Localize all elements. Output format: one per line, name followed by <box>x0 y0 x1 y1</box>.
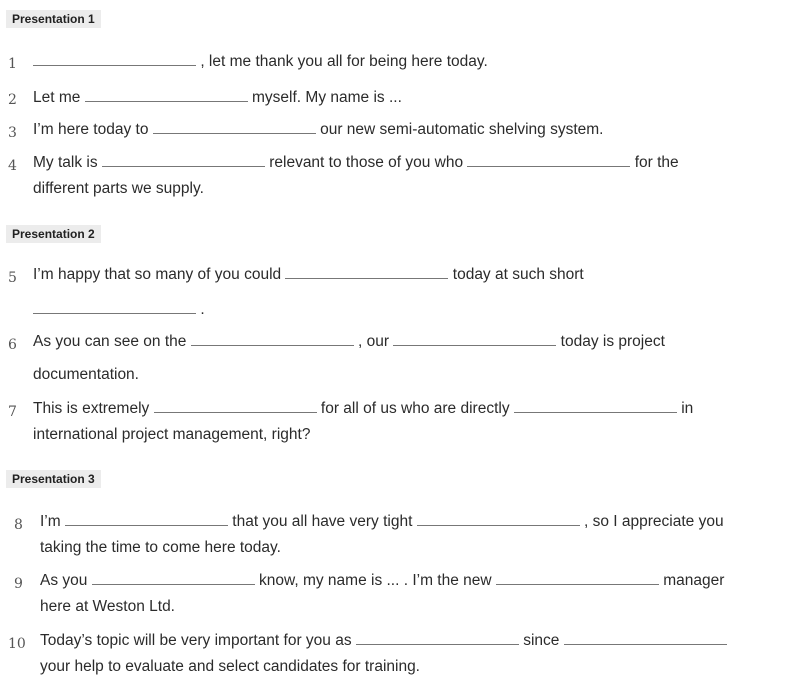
item-number: 2 <box>8 92 17 108</box>
item-text: that you all have very tight <box>232 513 413 530</box>
exercise-item-2 <box>33 88 402 108</box>
answer-blank[interactable] <box>356 632 519 645</box>
item-number: 7 <box>8 404 17 420</box>
presentation-3-heading: Presentation 3 <box>6 470 101 488</box>
item-number: 8 <box>14 517 23 533</box>
item-text: I’m here today to <box>33 121 149 138</box>
answer-blank[interactable] <box>33 301 196 314</box>
answer-blank[interactable] <box>417 513 580 526</box>
exercise-item-1 <box>33 52 488 72</box>
item-text: Today’s topic will be very important for you as <box>40 632 352 649</box>
item-text: taking the time to come here today. <box>40 539 281 556</box>
exercise-item-4 <box>33 153 679 173</box>
exercise-item-4-continued <box>33 179 204 199</box>
answer-blank[interactable] <box>285 266 448 279</box>
exercise-item-5-continued <box>33 300 205 320</box>
item-text: As you can see on the <box>33 333 187 350</box>
presentation-2-heading: Presentation 2 <box>6 225 101 243</box>
item-text: I’m <box>40 513 61 530</box>
item-text: for all of us who are directly <box>320 400 510 417</box>
item-text: different parts we supply. <box>33 180 204 197</box>
item-text: , so I appreciate you <box>584 513 724 530</box>
item-number: 4 <box>8 158 17 174</box>
item-text: My talk is <box>33 154 98 171</box>
item-text: . <box>200 301 205 318</box>
item-number: 10 <box>8 636 26 652</box>
item-text: your help to evaluate and select candidates for training. <box>40 658 420 675</box>
item-text: I’m happy that so many of you could <box>33 266 282 283</box>
exercise-item-9-continued <box>40 597 175 617</box>
exercise-item-6 <box>33 332 665 352</box>
item-text: today is project <box>560 333 665 350</box>
exercise-item-9 <box>40 571 724 591</box>
exercise-item-10 <box>40 631 727 651</box>
exercise-item-3 <box>33 120 604 140</box>
item-text: since <box>523 632 560 649</box>
item-text: our new semi-automatic shelving system. <box>320 121 604 138</box>
item-text: As you <box>40 572 88 589</box>
exercise-item-8-continued <box>40 538 281 558</box>
item-text: know, my name is ... . I’m the new <box>259 572 492 589</box>
answer-blank[interactable] <box>564 632 727 645</box>
exercise-item-10-continued <box>40 657 420 677</box>
item-text: here at Weston Ltd. <box>40 598 175 615</box>
exercise-item-8 <box>40 512 724 532</box>
exercise-item-7 <box>33 399 693 419</box>
answer-blank[interactable] <box>514 400 677 413</box>
item-text: in <box>681 400 694 417</box>
item-text: international project management, right? <box>33 426 311 443</box>
answer-blank[interactable] <box>153 121 316 134</box>
item-text: today at such short <box>452 266 584 283</box>
item-number: 3 <box>8 125 17 141</box>
answer-blank[interactable] <box>33 53 196 66</box>
item-text: myself. My name is ... <box>252 89 402 106</box>
answer-blank[interactable] <box>467 154 630 167</box>
answer-blank[interactable] <box>85 89 248 102</box>
item-text: Let me <box>33 89 81 106</box>
answer-blank[interactable] <box>102 154 265 167</box>
item-text: relevant to those of you who <box>269 154 464 171</box>
item-text: , our <box>358 333 390 350</box>
answer-blank[interactable] <box>92 572 255 585</box>
answer-blank[interactable] <box>393 333 556 346</box>
presentation-1-heading: Presentation 1 <box>6 10 101 28</box>
item-text: manager <box>663 572 725 589</box>
answer-blank[interactable] <box>191 333 354 346</box>
item-text: for the <box>634 154 679 171</box>
item-text: documentation. <box>33 366 139 383</box>
answer-blank[interactable] <box>154 400 317 413</box>
answer-blank[interactable] <box>496 572 659 585</box>
item-number: 1 <box>8 56 17 72</box>
item-number: 5 <box>8 270 17 286</box>
item-text: This is extremely <box>33 400 150 417</box>
answer-blank[interactable] <box>65 513 228 526</box>
exercise-item-5 <box>33 265 584 285</box>
exercise-item-6-continued <box>33 365 139 385</box>
item-text: , let me thank you all for being here today. <box>200 53 488 70</box>
exercise-item-7-continued <box>33 425 310 445</box>
item-number: 9 <box>14 576 23 592</box>
item-number: 6 <box>8 337 17 353</box>
